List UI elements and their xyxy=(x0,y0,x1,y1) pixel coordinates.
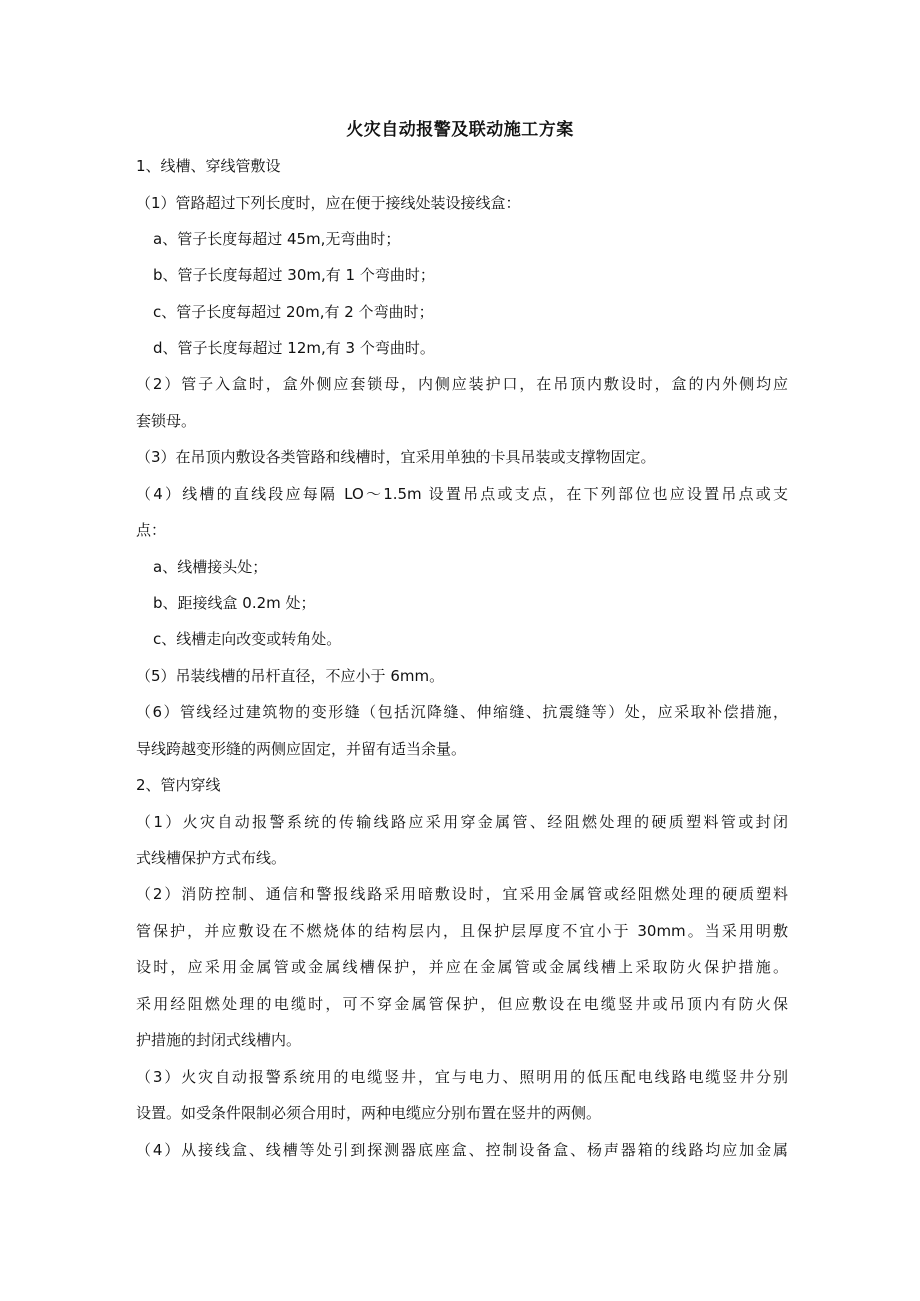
list-item: c、线槽走向改变或转角处。 xyxy=(153,630,342,648)
list-item: c、管子长度每超过 20m,有 2 个弯曲时； xyxy=(153,303,434,321)
paragraph-line: 管保护，并应敷设在不燃烧体的结构层内，且保护层厚度不宜小于 30mm。当采用明敷 xyxy=(136,922,788,940)
paragraph-line: 设置。如受条件限制必须合用时，两种电缆应分别布置在竖井的两侧。 xyxy=(136,1104,602,1122)
list-item: a、管子长度每超过 45m,无弯曲时； xyxy=(153,230,401,248)
paragraph-line: 采用经阻燃处理的电缆时，可不穿金属管保护，但应敷设在电缆竖井或吊顶内有防火保 xyxy=(136,995,788,1013)
paragraph-line: 套锁母。 xyxy=(136,412,197,430)
paragraph-line: （3）在吊顶内敷设各类管路和线槽时，宜采用单独的卡具吊装或支撑物固定。 xyxy=(136,448,656,466)
paragraph-line: （2）管子入盒时，盒外侧应套锁母，内侧应装护口，在吊顶内敷设时，盒的内外侧均应 xyxy=(136,375,788,393)
paragraph-line: （6）管线经过建筑物的变形缝（包括沉降缝、伸缩缝、抗震缝等）处，应采取补偿措施， xyxy=(136,703,788,721)
paragraph-line: 护措施的封闭式线槽内。 xyxy=(136,1031,302,1049)
section-heading-2: 2、管内穿线 xyxy=(136,776,221,794)
paragraph-line: 点： xyxy=(136,521,167,539)
list-item: b、管子长度每超过 30m,有 1 个弯曲时； xyxy=(153,266,435,284)
list-item: a、线槽接头处； xyxy=(153,558,268,576)
paragraph-line: 式线槽保护方式布线。 xyxy=(136,849,287,867)
section-heading-1: 1、线槽、穿线管敷设 xyxy=(136,157,281,175)
paragraph-line: （1）火灾自动报警系统的传输线路应采用穿金属管、经阻燃处理的硬质塑料管或封闭 xyxy=(136,813,788,831)
paragraph-line: （4）从接线盒、线槽等处引到探测器底座盒、控制设备盒、杨声器箱的线路均应加金属 xyxy=(136,1141,788,1159)
list-item: b、距接线盒 0.2m 处； xyxy=(153,594,316,612)
paragraph-line: （3）火灾自动报警系统用的电缆竖井，宜与电力、照明用的低压配电线路电缆竖井分别 xyxy=(136,1068,788,1086)
paragraph-line: （2）消防控制、通信和警报线路采用暗敷设时，宜采用金属管或经阻燃处理的硬质塑料 xyxy=(136,885,788,903)
paragraph-line: （1）管路超过下列长度时，应在便于接线处装设接线盒： xyxy=(136,194,521,212)
paragraph-line: 导线跨越变形缝的两侧应固定，并留有适当余量。 xyxy=(136,740,467,758)
list-item: d、管子长度每超过 12m,有 3 个弯曲时。 xyxy=(153,339,435,357)
paragraph-line: （5）吊装线槽的吊杆直径，不应小于 6mm。 xyxy=(136,667,445,685)
paragraph-line: 设时，应采用金属管或金属线槽保护，并应在金属管或金属线槽上采取防火保护措施。 xyxy=(136,958,788,976)
document-title: 火灾自动报警及联动施工方案 xyxy=(346,120,574,140)
paragraph-line: （4）线槽的直线段应每隔 LO～1.5m 设置吊点或支点，在下列部位也应设置吊点或支 xyxy=(136,485,788,503)
